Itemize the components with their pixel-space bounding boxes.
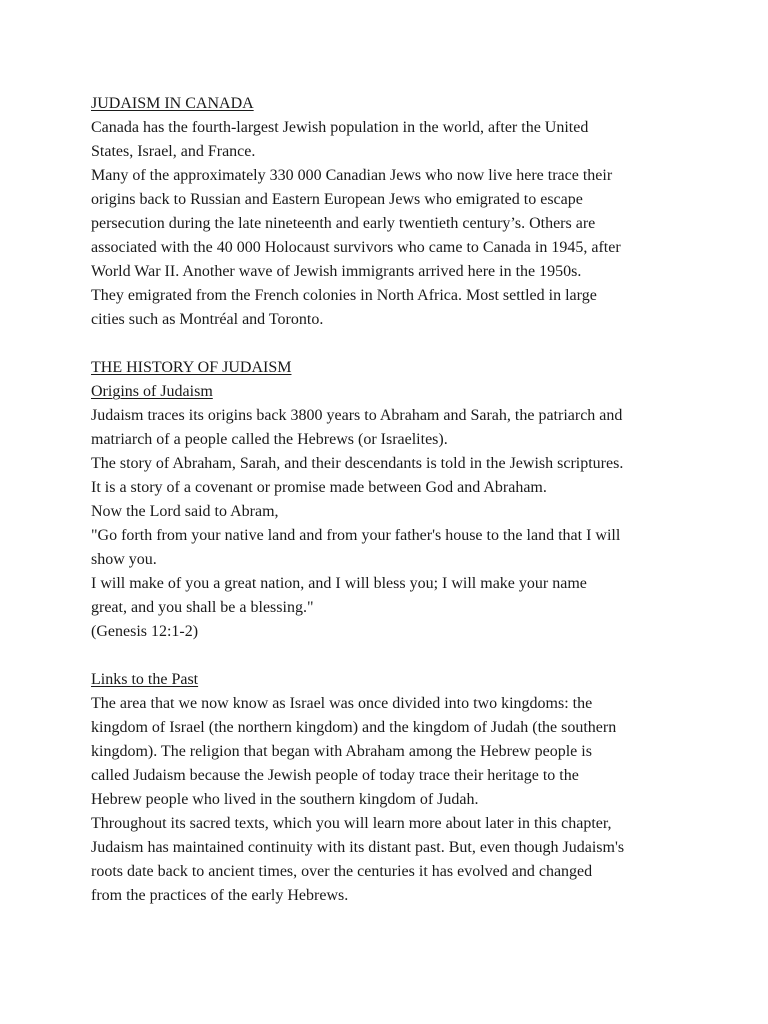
blank-line [91,332,691,356]
quote-line: great, and you shall be a blessing." [91,599,314,616]
paragraph-line: Judaism traces its origins back 3800 years to Abraham and Sarah, the patriarch and [91,407,623,424]
paragraph-line: kingdom of Israel (the northern kingdom) and the kingdom of Judah (the southern [91,719,617,736]
paragraph-line: called Judaism because the Jewish people of today trace their heritage to the [91,767,579,784]
paragraph-line: Hebrew people who lived in the southern kingdom of Judah. [91,791,479,808]
paragraph-line: from the practices of the early Hebrews. [91,887,349,904]
paragraph-line: Judaism has maintained continuity with its distant past. But, even though Judaism's [91,839,625,856]
quote-line: show you. [91,551,157,568]
paragraph-line: Throughout its sacred texts, which you will learn more about later in this chapter, [91,815,612,832]
subheading-origins-of-judaism: Origins of Judaism [91,383,213,400]
paragraph-line: Many of the approximately 330 000 Canadian Jews who now live here trace their [91,167,613,184]
citation-line: (Genesis 12:1-2) [91,623,199,640]
quote-line: I will make of you a great nation, and I will bless you; I will make your name [91,575,587,592]
paragraph-line: The story of Abraham, Sarah, and their descendants is told in the Jewish scriptures. [91,455,624,472]
section-heading-history-of-judaism: THE HISTORY OF JUDAISM [91,359,292,376]
paragraph-line: Now the Lord said to Abram, [91,503,279,520]
paragraph-line: kingdom). The religion that began with Abraham among the Hebrew people is [91,743,592,760]
quote-line: "Go forth from your native land and from your father's house to the land that I will [91,527,621,544]
document-body [91,92,691,908]
section-heading-links-to-the-past: Links to the Past [91,671,199,688]
paragraph-line: States, Israel, and France. [91,143,256,160]
paragraph-line: cities such as Montréal and Toronto. [91,311,324,328]
paragraph-line: origins back to Russian and Eastern European Jews who emigrated to escape [91,191,583,208]
paragraph-line: World War II. Another wave of Jewish immigrants arrived here in the 1950s. [91,263,582,280]
paragraph-line: associated with the 40 000 Holocaust survivors who came to Canada in 1945, after [91,239,621,256]
blank-line [91,644,691,668]
paragraph-line: matriarch of a people called the Hebrews (or Israelites). [91,431,448,448]
paragraph-line: The area that we now know as Israel was once divided into two kingdoms: the [91,695,593,712]
paragraph-line: They emigrated from the French colonies in North Africa. Most settled in large [91,287,597,304]
paragraph-line: roots date back to ancient times, over the centuries it has evolved and changed [91,863,593,880]
section-heading-judaism-in-canada: JUDAISM IN CANADA [91,95,254,112]
paragraph-line: It is a story of a covenant or promise made between God and Abraham. [91,479,547,496]
paragraph-line: Canada has the fourth-largest Jewish population in the world, after the United [91,119,589,136]
paragraph-line: persecution during the late nineteenth and early twentieth century’s. Others are [91,215,596,232]
